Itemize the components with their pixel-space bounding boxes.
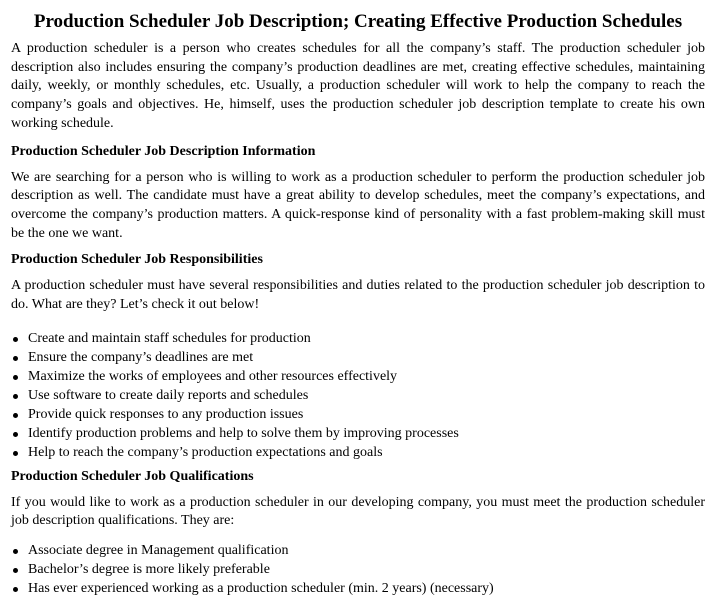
list-item: Associate degree in Management qualification	[11, 541, 705, 560]
list-item: Has ever experienced working as a production scheduler (min. 2 years) (necessary)	[11, 579, 705, 598]
intro-paragraph: A production scheduler is a person who creates schedules for all the company’s staff. The production scheduler job description also includes ensuring the company’s production deadlines are met, creating effective schedules, maintaining daily, weekly, or monthly schedules, etc. Usually, a production scheduler will work to help the company to reach the company’s goals and objectives. He, himself, uses the production scheduler job description template to create his own working schedule.	[11, 41, 705, 131]
section-heading-information: Production Scheduler Job Description Information	[11, 143, 316, 159]
list-item: Identify production problems and help to solve them by improving processes	[11, 424, 705, 443]
list-item: Provide quick responses to any production issues	[11, 405, 705, 424]
responsibilities-paragraph: A production scheduler must have several responsibilities and duties related to the production scheduler job description to do. What are they? Let’s check it out below!	[11, 278, 705, 313]
responsibilities-list	[11, 329, 705, 462]
qualifications-list	[11, 541, 705, 598]
section-heading-responsibilities: Production Scheduler Job Responsibilities	[11, 252, 263, 268]
page-title: Production Scheduler Job Description; Creating Effective Production Schedules	[33, 11, 683, 32]
list-item: Maximize the works of employees and other resources effectively	[11, 367, 705, 386]
list-item: Bachelor’s degree is more likely preferable	[11, 560, 705, 579]
list-item: Help to reach the company’s production expectations and goals	[11, 443, 705, 462]
list-item: Create and maintain staff schedules for production	[11, 329, 705, 348]
list-item: Use software to create daily reports and schedules	[11, 386, 705, 405]
information-paragraph: We are searching for a person who is willing to work as a production scheduler to perform the production scheduler job description as well. The candidate must have a great ability to develop schedules, meet the company’s expectations, and overcome the company’s production matters. A quick-response kind of personality with a fast problem-making skill must be the one we want.	[11, 169, 705, 241]
section-heading-qualifications: Production Scheduler Job Qualifications	[11, 468, 254, 484]
qualifications-paragraph: If you would like to work as a production scheduler in our developing company, you must meet the production scheduler job description qualifications. They are:	[11, 494, 705, 529]
list-item: Ensure the company’s deadlines are met	[11, 348, 705, 367]
